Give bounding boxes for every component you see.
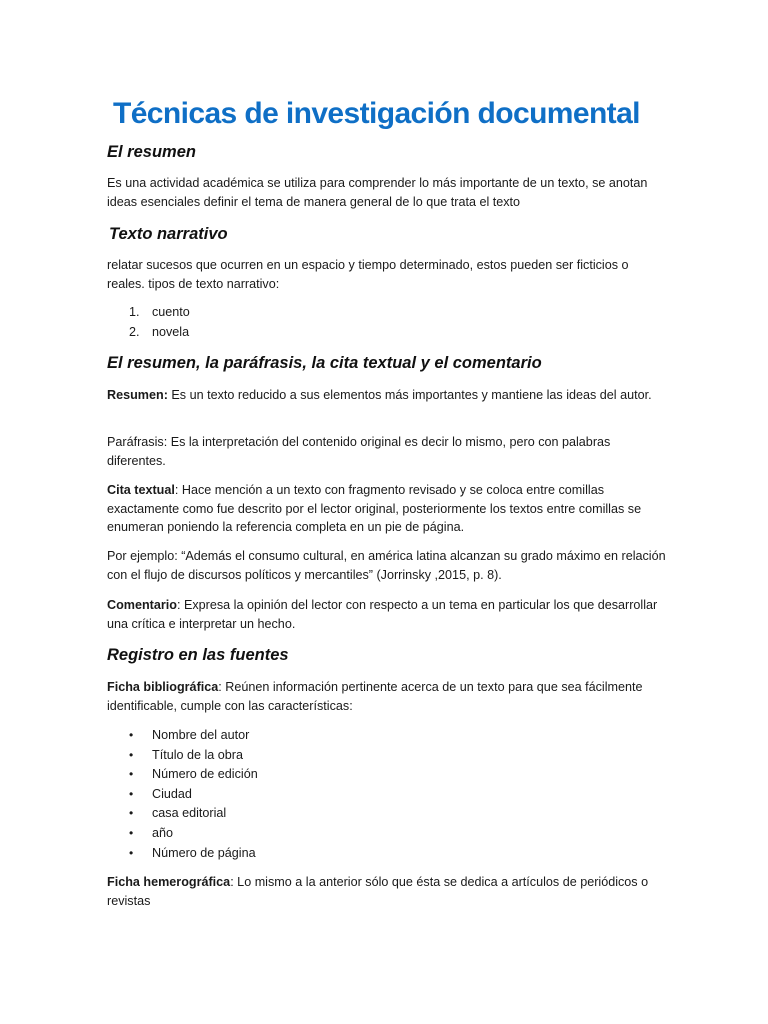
list-item: [107, 726, 258, 746]
ficha-bibliografica-definition: : Reúnen información pertinente acerca de un texto para que sea fácilmente identificable, cumple con las características:: [107, 680, 643, 713]
term-comentario: Comentario: [107, 598, 177, 612]
term-resumen: Resumen:: [107, 388, 168, 402]
bullet-icon: •: [129, 728, 134, 742]
list-item: [107, 323, 190, 343]
list-item: [107, 824, 258, 844]
comentario-definition: : Expresa la opinión del lector con respecto a un tema en particular los que desarrollar una crítica e interpretar un hecho.: [107, 598, 658, 631]
term-ficha-hemerografica: Ficha hemerográfica: [107, 875, 231, 889]
list-item-label: año: [152, 825, 174, 840]
bullet-icon: •: [129, 747, 134, 762]
list-item: [107, 303, 190, 323]
paragraph-narrativo: relatar sucesos que ocurren en un espacio y tiempo determinado, estos pueden ser ficticios o reales. tipos de texto narrativo:: [107, 258, 629, 291]
list-number: 1.: [129, 305, 140, 319]
heading-el-resumen: El resumen: [107, 143, 196, 161]
list-item: [107, 804, 258, 824]
paragraph-cita-textual: [107, 481, 667, 537]
resumen-definition: Es un texto reducido a sus elementos más importantes y mantiene las ideas del autor.: [167, 388, 652, 402]
paragraph-ficha-bibliografica: [107, 678, 667, 715]
list-item: [107, 746, 258, 766]
list-item-label: cuento: [152, 305, 190, 319]
bullet-icon: •: [129, 806, 134, 821]
term-ficha-bibliografica: Ficha bibliográfica: [107, 680, 219, 694]
heading-registro-fuentes: Registro en las fuentes: [107, 646, 289, 664]
ficha-hemerografica-definition: : Lo mismo a la anterior sólo que ésta se dedica a artículos de periódicos o revistas: [107, 875, 649, 908]
paragraph-parafrasis: Paráfrasis: Es la interpretación del contenido original es decir lo mismo, pero con palabras diferentes.: [107, 435, 611, 468]
list-item-label: Título de la obra: [152, 747, 244, 762]
paragraph-ejemplo: Por ejemplo: “Además el consumo cultural, en américa latina alcanzan su grado máximo en relación con el flujo de discursos políticos y mercantiles” (Jorrinsky ,2015, p. 8).: [107, 549, 666, 582]
list-item-label: Número de edición: [152, 767, 258, 782]
list-item-label: novela: [152, 324, 190, 339]
bullet-icon: •: [129, 786, 134, 801]
list-item: [107, 844, 258, 864]
list-item-label: Ciudad: [152, 786, 192, 801]
term-cita-textual: Cita textual: [107, 483, 175, 497]
document-title: Técnicas de investigación documental: [113, 97, 640, 130]
list-item-label: casa editorial: [152, 806, 227, 821]
bullet-icon: •: [129, 767, 134, 782]
paragraph-ficha-hemerografica: [107, 873, 667, 910]
heading-resumen-parafrasis: El resumen, la paráfrasis, la cita textual y el comentario: [107, 354, 542, 372]
paragraph-comentario: [107, 596, 667, 633]
narrative-types-list: [107, 303, 190, 342]
list-item-label: Número de página: [152, 845, 256, 860]
document-page: [107, 92, 667, 908]
list-item: [107, 765, 258, 785]
bullet-icon: •: [129, 825, 134, 840]
bullet-icon: •: [129, 845, 134, 860]
paragraph-resumen-def: [107, 386, 667, 405]
cita-definition: : Hace mención a un texto con fragmento revisado y se coloca entre comillas exactamente como fue descrito por el lector original, posteriormente los textos entre comillas se enumeran poniendo la referencia completa en un pie de página.: [107, 483, 642, 534]
list-number: 2.: [129, 324, 140, 339]
characteristics-list: [107, 726, 258, 863]
list-item: [107, 785, 258, 805]
list-item-label: Nombre del autor: [152, 728, 250, 742]
heading-texto-narrativo: Texto narrativo: [109, 225, 228, 243]
paragraph-resumen: Es una actividad académica se utiliza para comprender lo más importante de un texto, se anotan ideas esenciales definir el tema de manera general de lo que trata el texto: [107, 176, 648, 209]
